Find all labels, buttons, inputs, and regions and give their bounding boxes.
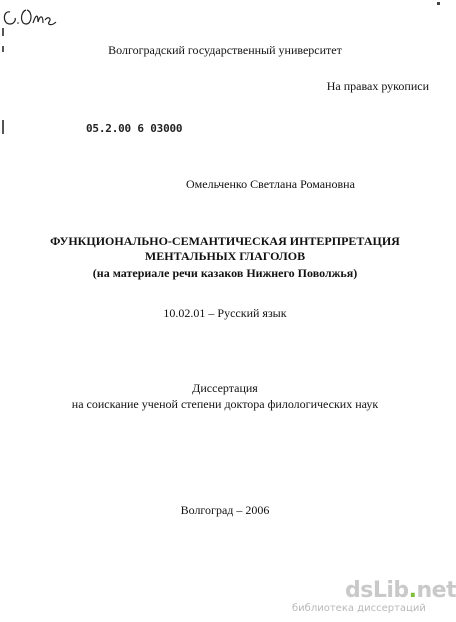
handwritten-signature [0,0,60,34]
watermark-logo [345,578,456,603]
work-type: Диссертация [192,381,258,395]
watermark-caption: библиотека диссертаций [292,603,426,614]
scan-artifact [2,28,4,36]
dissertation-subtitle: (на материале речи казаков Нижнего Поволжья) [92,266,358,280]
watermark-brand-tld: net [416,578,456,603]
dissertation-title-line-2: МЕНТАЛЬНЫХ ГЛАГОЛОВ [144,249,306,263]
scan-artifact [437,2,440,5]
rights-note: На правах рукописи [326,79,429,93]
scan-artifact [2,120,4,134]
watermark-brand-main: dsLib [345,578,409,603]
university-name: Волгоградский государственный университет [108,43,342,57]
city-year: Волгоград – 2006 [180,503,270,517]
registration-stamp: 05.2.00 6 03000 [86,122,183,135]
specialty-code: 10.02.01 – Русский язык [163,306,287,320]
author-name: Омельченко Светлана Романовна [186,177,355,191]
degree-statement: на соискание ученой степени доктора филологических наук [71,397,379,411]
watermark-brand-dot: . [408,578,417,603]
dissertation-title-line-1: ФУНКЦИОНАЛЬНО-СЕМАНТИЧЕСКАЯ ИНТЕРПРЕТАЦИЯ [50,234,400,248]
